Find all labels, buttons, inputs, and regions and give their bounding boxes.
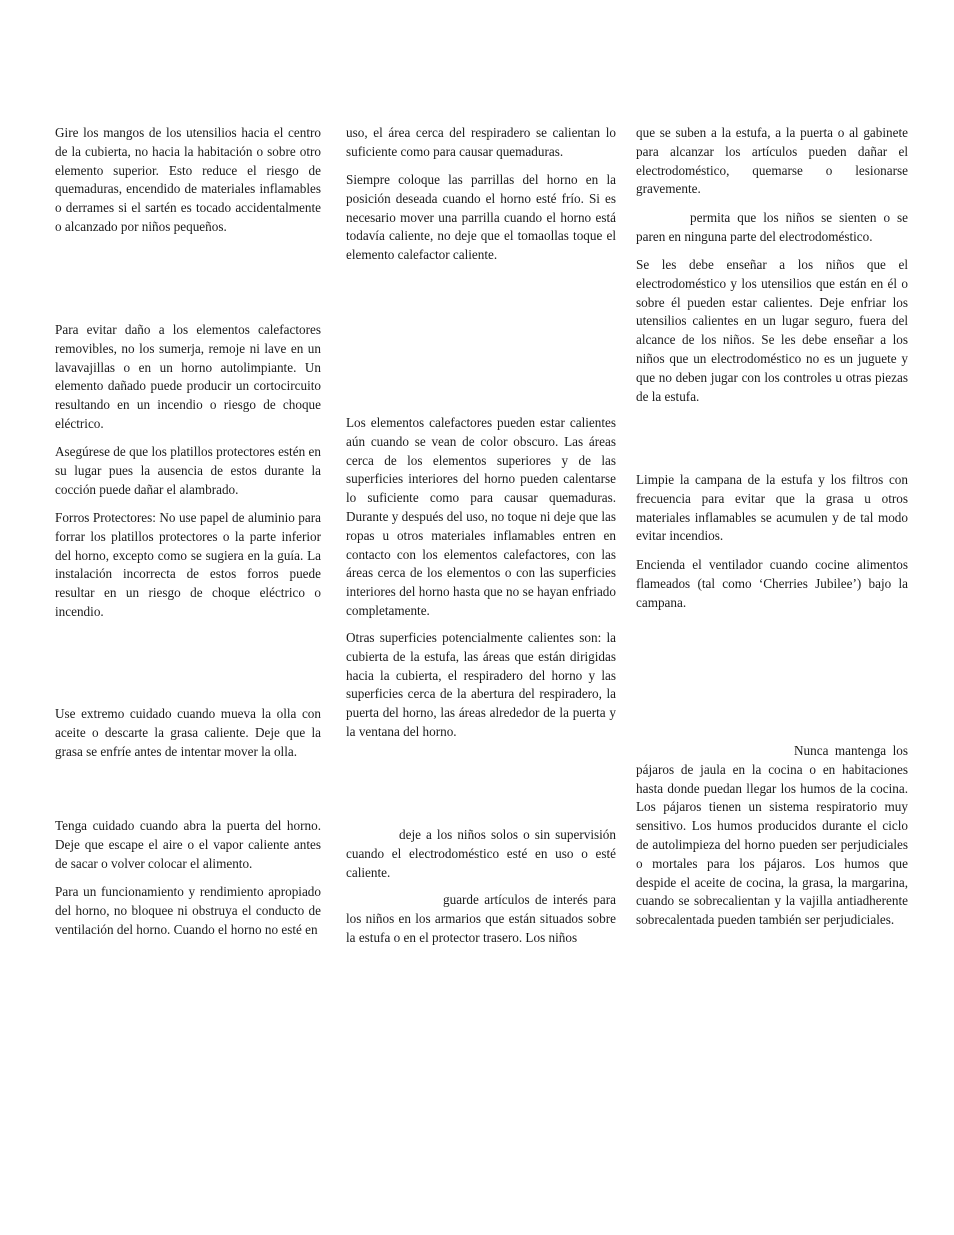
paragraph-oven-vent: Para un funcionamiento y rendimiento apropiado del horno, no bloquee ni obstruya el conducto de ventilación del horno. Cuando el horno no esté en [55, 884, 321, 937]
paragraph-clean-hood: Limpie la campana de la estufa y los filtros con frecuencia para evitar que la grasa u otros materiales inflamables se acumulen y de tal modo evitar incendios. [636, 472, 908, 544]
paragraph-pet-birds: Nunca mantenga los pájaros de jaula en la cocina o en habitaciones hasta donde puedan llegar los humos de la cocina. Los pájaros tienen un sistema respiratorio muy sensitivo. Los humos producidos durante el ciclo de autolimpieza del horno pueden ser perjudiciales o mortales para los pájaros. Los humos que despide el aceite de cocina, la grasa, la margarina, cuando se sobrecalientan y la vajilla antiadherente sobrecalentada pueden también ser perjudiciales. [636, 743, 908, 928]
paragraph-climbing-children: que se suben a la estufa, a la puerta o al gabinete para alcanzar los artículos pueden dañar el electrodoméstico, quemarse o lesionarse gravemente. [636, 125, 908, 197]
paragraph-oven-racks: Siempre coloque las parrillas del horno en la posición deseada cuando el horno esté frío. Si es necesario mover una parrilla cuando el horno está todavía caliente, no deje que el tomaollas toque el elemento calefactor caliente. [346, 172, 616, 263]
paragraph-no-sitting: permita que los niños se sienten o se paren en ninguna parte del electrodoméstico. [636, 210, 908, 244]
paragraph-hot-elements: Los elementos calefactores pueden estar calientes aún cuando se vean de color obscuro. Las áreas cerca de los elementos superiores y de las superficies interiores del horno pueden calentarse lo suficiente como para causar quemaduras. Durante y después del uso, no toque ni deje que las ropas u otros materiales inflamables entren en contacto con los elementos calefactores, con las áreas cerca de los elementos o con las superficies interiores del horno hasta que no se hayan enfriado completamente. [346, 415, 616, 618]
paragraph-children-storage: guarde artículos de interés para los niños en los armarios que están situados sobre la estufa o en el protector trasero. Los niños [346, 892, 616, 945]
paragraph-ventilator: Encienda el ventilador cuando cocine alimentos flameados (tal como ‘Cherries Jubilee’) bajo la campana. [636, 557, 908, 610]
paragraph-teach-children: Se les debe enseñar a los niños que el electrodoméstico y los utensilios que están en él o sobre él pueden estar calientes. Deje enfriar los utensilios calientes en un lugar seguro, fuera del alcance de los niños. Se les debe enseñar a los niños que un electrodoméstico no es un juguete y que no deben jugar con los controles u otras piezas de la estufa. [636, 257, 908, 404]
paragraph-children-supervision: deje a los niños solos o sin supervisión cuando el electrodoméstico esté en uso o esté caliente. [346, 827, 616, 880]
paragraph-protective-liners: Forros Protectores: No use papel de aluminio para forrar los platillos protectores o la parte inferior del horno, excepto como se sugiera en la guía. La instalación incorrecta de estos forros puede resultar en un riesgo de choque eléctrico o incendio. [55, 510, 321, 619]
paragraph-hot-surfaces: Otras superficies potencialmente calientes son: la cubierta de la estufa, las áreas que están dirigidas hacia la cubierta, el respiradero del horno y las superficies cerca de la abertura del respiradero, la puerta del horno, las áreas alrededor de la puerta y la ventana del horno. [346, 630, 616, 739]
paragraph-cookware-handles: Gire los mangos de los utensilios hacia el centro de la cubierta, no hacia la habitación o sobre otro elemento superior. Esto reduce el riesgo de quemaduras, encendido de materiales inflamables o derrames si el sartén es tocado accidentalmente o alcanzado por niños pequeños. [55, 125, 321, 234]
paragraph-heating-elements-care: Para evitar daño a los elementos calefactores removibles, no los sumerja, remoje ni lave en un lavavajillas o en un horno autolimpiante. Un elemento dañado puede producir un cortocircuito resultando en un incendio o riesgo de choque eléctrico. [55, 322, 321, 431]
paragraph-drip-pans: Asegúrese de que los platillos protectores estén en su lugar pues la ausencia de estos durante la cocción puede dañar el alambrado. [55, 444, 321, 497]
paragraph-vent-heat: uso, el área cerca del respiradero se calientan lo suficiente como para causar quemaduras. [346, 125, 616, 159]
paragraph-oven-door: Tenga cuidado cuando abra la puerta del horno. Deje que escape el aire o el vapor caliente antes de sacar o volver colocar el alimento. [55, 818, 321, 871]
paragraph-hot-grease: Use extremo cuidado cuando mueva la olla con aceite o descarte la grasa caliente. Deje que la grasa se enfríe antes de intentar mover la olla. [55, 706, 321, 759]
